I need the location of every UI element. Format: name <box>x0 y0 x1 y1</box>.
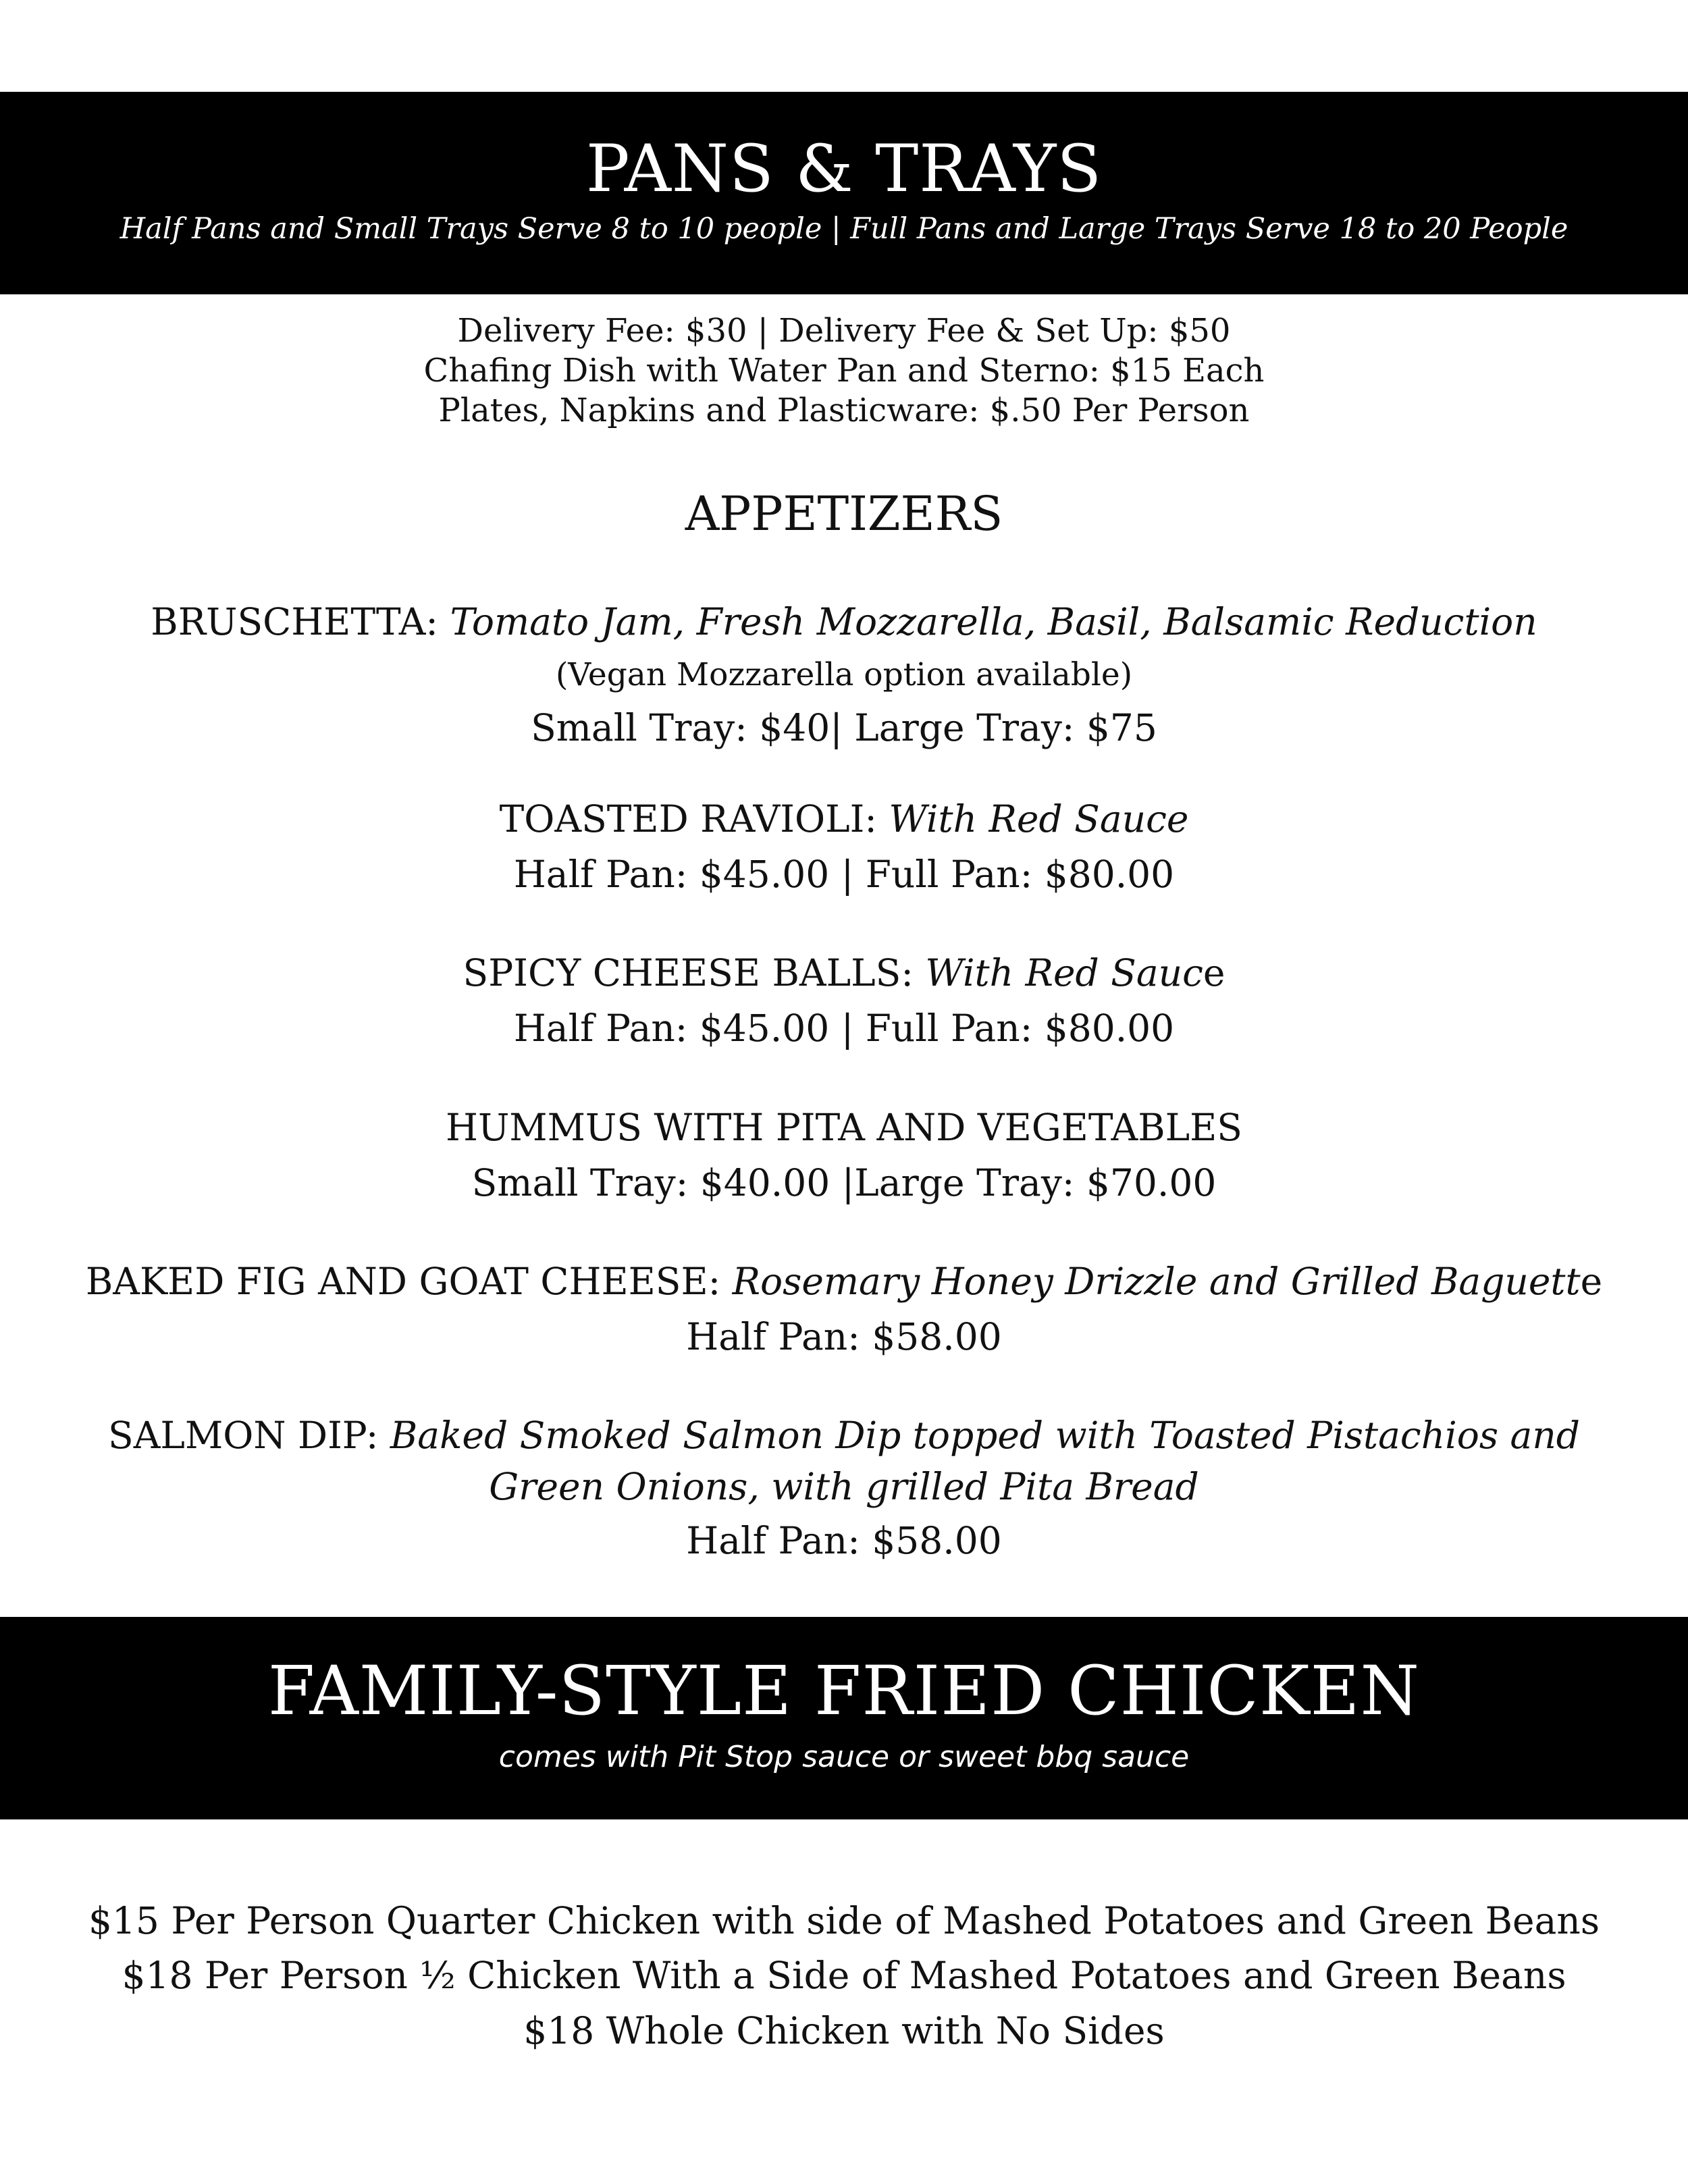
plates-napkins-info: Plates, Napkins and Plasticware: $.50 Per Person <box>438 392 1250 429</box>
item-name: BRUSCHETTA: <box>151 600 438 643</box>
item-name: SALMON DIP: <box>108 1414 379 1457</box>
pans-trays-subtitle: Half Pans and Small Trays Serve 8 to 10 people | Full Pans and Large Trays Serve 18 to 20 People <box>120 212 1568 246</box>
item-name: TOASTED RAVIOLI: <box>499 797 877 841</box>
chicken-option-half: $18 Per Person ½ Chicken With a Side of Mashed Potatoes and Green Beans <box>122 1954 1566 1997</box>
appetizers-heading: APPETIZERS <box>685 486 1003 541</box>
baked-fig-title <box>0 1260 1688 1303</box>
salmon-dip-price: Half Pan: $58.00 <box>686 1519 1002 1562</box>
item-description: Rosemary Honey Drizzle and Grilled Baguett <box>732 1260 1581 1303</box>
baked-fig-price: Half Pan: $58.00 <box>686 1315 1002 1358</box>
item-name: BAKED FIG AND GOAT CHEESE: <box>85 1260 721 1303</box>
salmon-dip-title <box>0 1414 1688 1457</box>
item-description: With Red Sauce <box>889 797 1189 841</box>
spicy-cheese-balls-price: Half Pan: $45.00 | Full Pan: $80.00 <box>513 1007 1175 1050</box>
item-name: HUMMUS WITH PITA AND VEGETABLES <box>445 1106 1242 1149</box>
bruschetta-price: Small Tray: $40| Large Tray: $75 <box>531 706 1157 749</box>
delivery-fee-info: Delivery Fee: $30 | Delivery Fee & Set Up: $50 <box>457 312 1231 350</box>
hummus-price: Small Tray: $40.00 |Large Tray: $70.00 <box>471 1161 1217 1204</box>
item-description-tail: e <box>1580 1260 1603 1303</box>
spicy-cheese-balls-title <box>0 951 1688 994</box>
item-description: Baked Smoked Salmon Dip topped with Toasted Pistachios and <box>390 1414 1580 1457</box>
salmon-dip-description-line2 <box>0 1465 1688 1508</box>
item-description: With Red Sauc <box>925 951 1203 994</box>
item-description: Green Onions, with grilled Pita Bread <box>489 1465 1199 1508</box>
item-description-tail: e <box>1203 951 1225 994</box>
item-name: SPICY CHEESE BALLS: <box>463 951 914 994</box>
chafing-dish-info: Chafing Dish with Water Pan and Sterno: $15 Each <box>423 352 1265 390</box>
fried-chicken-banner <box>0 1617 1688 1819</box>
bruschetta-title <box>0 600 1688 643</box>
chicken-option-whole: $18 Whole Chicken with No Sides <box>523 2009 1165 2052</box>
fried-chicken-title: FAMILY-STYLE FRIED CHICKEN <box>267 1651 1421 1730</box>
item-description: Tomato Jam, Fresh Mozzarella, Basil, Balsamic Reduction <box>450 600 1537 643</box>
toasted-ravioli-price: Half Pan: $45.00 | Full Pan: $80.00 <box>513 853 1175 896</box>
hummus-title <box>0 1106 1688 1149</box>
bruschetta-note: (Vegan Mozzarella option available) <box>555 656 1133 693</box>
fried-chicken-subtitle: comes with Pit Stop sauce or sweet bbq sauce <box>498 1740 1190 1774</box>
chicken-option-quarter: $15 Per Person Quarter Chicken with side of Mashed Potatoes and Green Beans <box>88 1899 1600 1942</box>
pans-trays-title: PANS & TRAYS <box>585 131 1103 207</box>
toasted-ravioli-title <box>0 797 1688 841</box>
pans-trays-banner <box>0 92 1688 294</box>
